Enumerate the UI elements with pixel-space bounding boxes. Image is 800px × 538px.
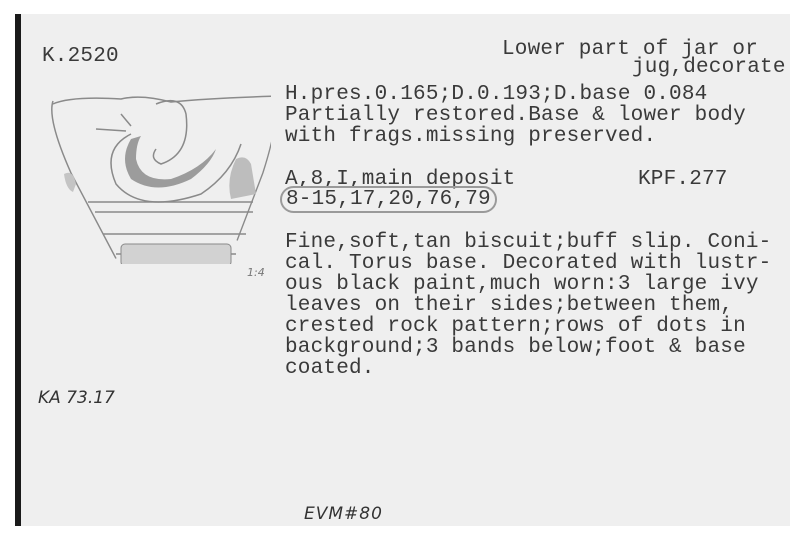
- dimensions: H.pres.0.165;D.0.193;D.base 0.084: [285, 83, 708, 106]
- description-line: ous black paint,much worn:3 large ivy: [285, 273, 759, 296]
- kpf-number: KPF.277: [638, 168, 728, 191]
- catalog-card: [15, 14, 790, 526]
- title-line-2: jug,decorate: [632, 56, 786, 79]
- vessel-drawing: [31, 74, 271, 264]
- handwritten-footer: EVM#80: [304, 504, 383, 524]
- description-line: crested rock pattern;rows of dots in: [285, 315, 746, 338]
- scale-note: 1:4: [247, 266, 265, 279]
- context: A,8,I,main deposit: [285, 168, 516, 191]
- description-line: coated.: [285, 357, 375, 380]
- description-line: cal. Torus base. Decorated with lustr-: [285, 252, 772, 275]
- description-line: leaves on their sides;between them,: [285, 294, 734, 317]
- handwritten-reference: KA 73.17: [38, 388, 115, 408]
- description-line: Fine,soft,tan biscuit;buff slip. Coni-: [285, 231, 772, 254]
- condition-line: with frags.missing preserved.: [285, 125, 657, 148]
- lot-numbers: [285, 189, 497, 210]
- lot-numbers-circled: 8-15,17,20,76,79: [280, 186, 497, 213]
- title-line-1: Lower part of jar or: [502, 38, 759, 61]
- condition-line: Partially restored.Base & lower body: [285, 104, 746, 127]
- description-line: background;3 bands below;foot & base: [285, 336, 746, 359]
- catalog-number: K.2520: [42, 45, 119, 68]
